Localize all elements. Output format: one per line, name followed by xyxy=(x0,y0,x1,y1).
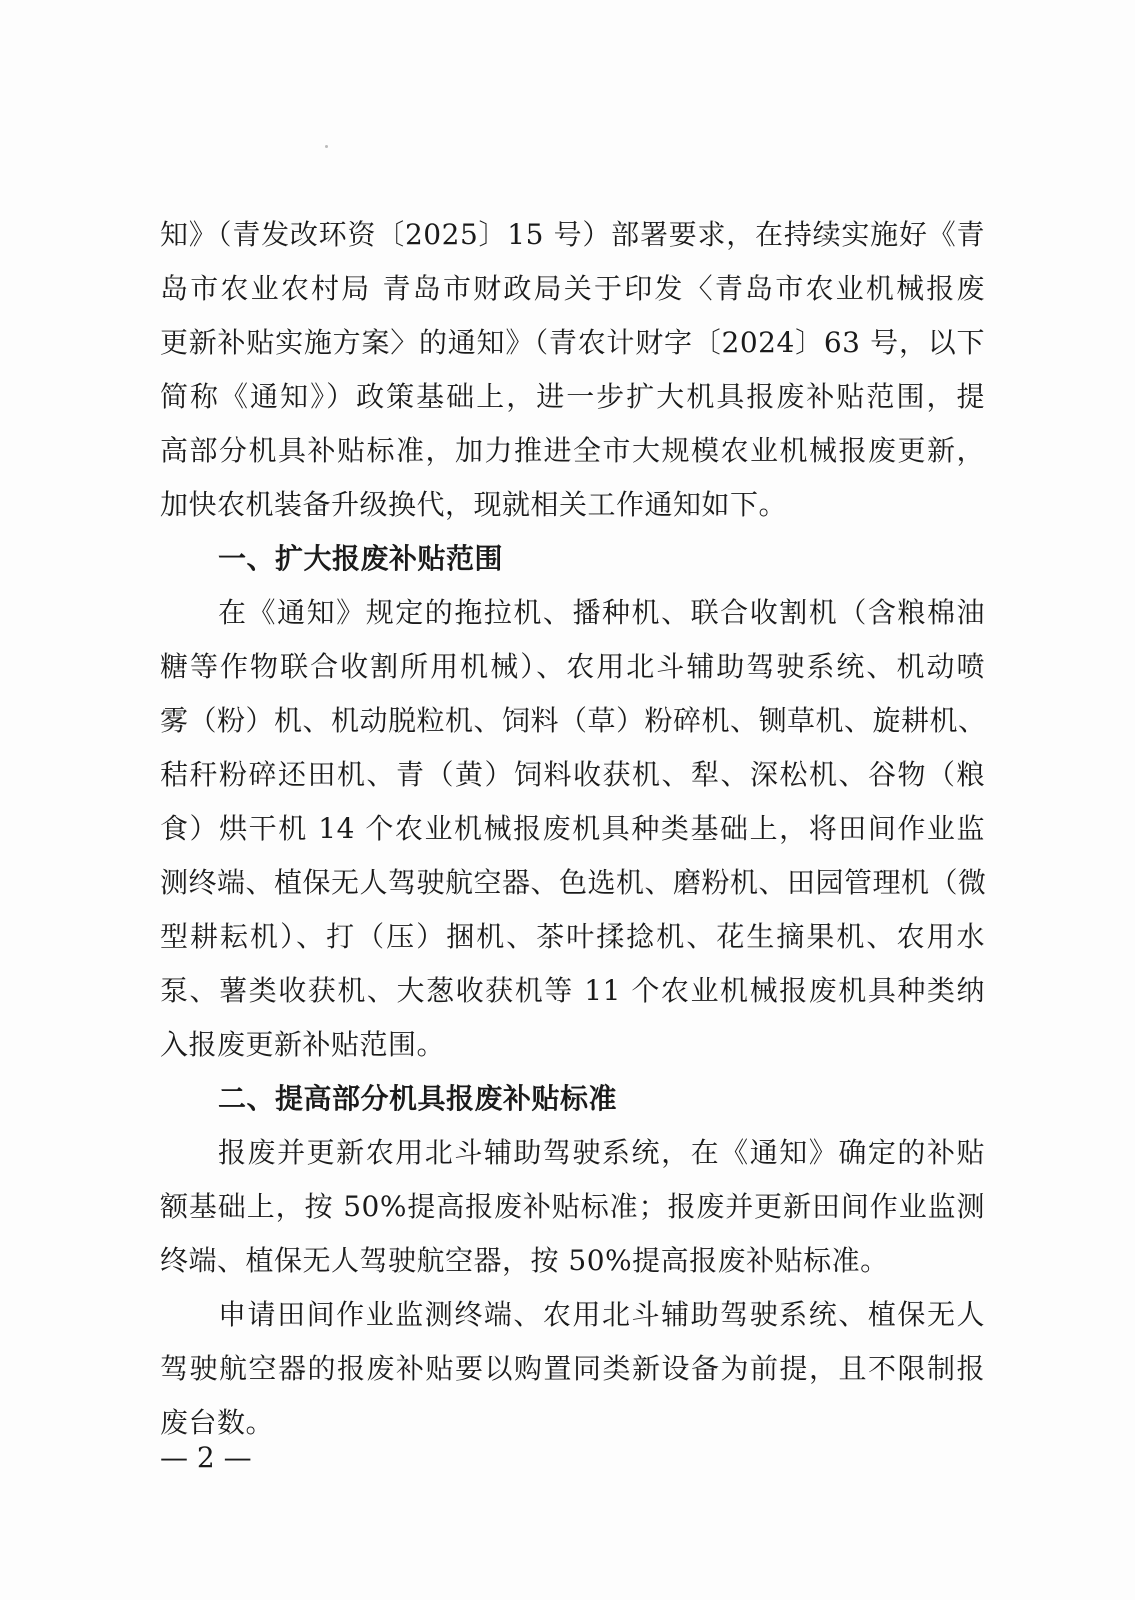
paragraph-line: 知》（青发改环资〔2025〕15 号）部署要求，在持续实施好《青 xyxy=(160,218,985,251)
paragraph-line: 测终端、植保无人驾驶航空器、色选机、磨粉机、田园管理机（微 xyxy=(160,866,987,899)
paragraph-line: 食）烘干机 14 个农业机械报废机具种类基础上，将田间作业监 xyxy=(160,812,985,845)
paragraph-line: 泵、薯类收获机、大葱收获机等 11 个农业机械报废机具种类纳 xyxy=(160,974,985,1007)
paragraph-line: 入报废更新补贴范围。 xyxy=(160,1028,446,1061)
paragraph-line: 额基础上，按 50%提高报废补贴标准；报废并更新田间作业监测 xyxy=(160,1190,985,1223)
paragraph-line: 报废并更新农用北斗辅助驾驶系统，在《通知》确定的补贴 xyxy=(218,1136,985,1169)
paragraph-line: 型耕耘机）、打（压）捆机、茶叶揉捻机、花生摘果机、农用水 xyxy=(160,920,985,953)
paragraph-line: 在《通知》规定的拖拉机、播种机、联合收割机（含粮棉油 xyxy=(218,596,985,629)
body-text xyxy=(160,208,985,1450)
paragraph-line: 雾（粉）机、机动脱粒机、饲料（草）粉碎机、铡草机、旋耕机、 xyxy=(160,704,987,737)
section-heading-2: 二、提高部分机具报废补贴标准 xyxy=(218,1082,618,1115)
page-number: — 2 — xyxy=(160,1441,252,1474)
paragraph-line: 岛市农业农村局 青岛市财政局关于印发〈青岛市农业机械报废 xyxy=(160,272,985,305)
paragraph-line: 秸秆粉碎还田机、青（黄）饲料收获机、犁、深松机、谷物（粮 xyxy=(160,758,985,791)
scan-speck xyxy=(325,145,328,148)
paragraph-line: 驾驶航空器的报废补贴要以购置同类新设备为前提，且不限制报 xyxy=(160,1352,985,1385)
paragraph-line: 申请田间作业监测终端、农用北斗辅助驾驶系统、植保无人 xyxy=(218,1298,985,1331)
paragraph-line: 糖等作物联合收割所用机械）、农用北斗辅助驾驶系统、机动喷 xyxy=(160,650,985,683)
paragraph-line: 简称《通知》）政策基础上，进一步扩大机具报废补贴范围，提 xyxy=(160,380,985,413)
section-heading-1: 一、扩大报废补贴范围 xyxy=(218,542,504,575)
paragraph-line: 更新补贴实施方案〉的通知》（青农计财字〔2024〕63 号，以下 xyxy=(160,326,985,359)
paragraph-line: 废台数。 xyxy=(160,1406,275,1439)
paragraph-line: 加快农机装备升级换代，现就相关工作通知如下。 xyxy=(160,488,788,521)
paragraph-line: 高部分机具补贴标准，加力推进全市大规模农业机械报废更新， xyxy=(160,434,985,467)
paragraph-line: 终端、植保无人驾驶航空器，按 50%提高报废补贴标准。 xyxy=(160,1244,889,1277)
